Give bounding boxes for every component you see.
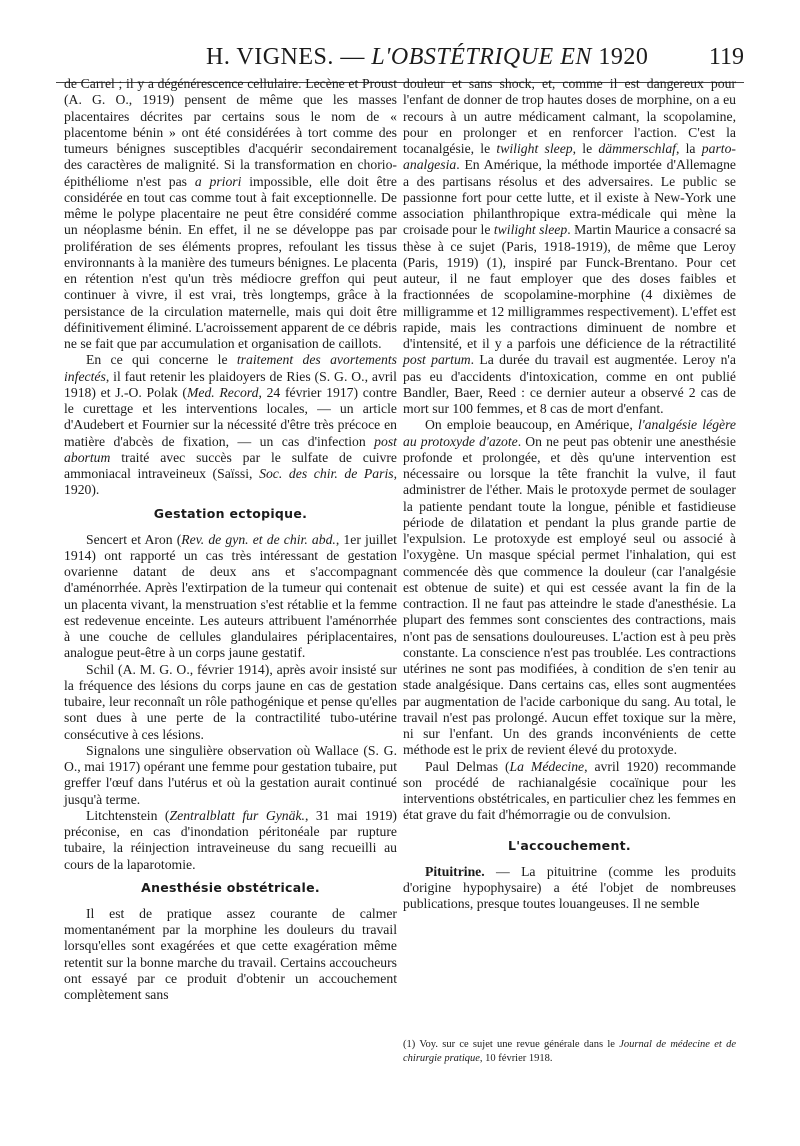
- paragraph: En ce qui concerne le traitement des avortements infectés, il faut retenir les plaidoyers de Ries (S. G. O., avril 1918) et J.-O. Polak (Med. Record, 24 février 1917) contre le curettage et les interventions locales, — un article d'Audebert et Fournier sur la nécessité d'être très précoce en matière d'abcès de fixation, — un cas d'infection post abortum traité avec succès par le sulfate de cuivre ammoniacal intraveineux (Saïssi, Soc. des chir. de Paris, 1920).: [64, 352, 397, 498]
- header-author: H. VIGNES. —: [206, 44, 365, 70]
- left-column: [64, 76, 397, 1003]
- paragraph: douleur et sans shock, et, comme il est dangereux pour l'enfant de donner de trop hautes doses de morphine, on a eu recours à un autre médicament calmant, la scopolamine, pour en prolonger et en renforcer l'action. C'est la tocanalgésie, le twilight sleep, le dämmerschlaf, la parto-analgesia. En Amérique, la méthode importée d'Allemagne a des partisans résolus et des adversaires. Le public se passionne fort pour cette lutte, et il existe à New-York une association philanthropique extra-médicale qui mène la croisade pour le twilight sleep. Martin Maurice a consacré sa thèse à ce sujet (Paris, 1918-1919), de même que Leroy (Paris, 1919) (1), inspiré par Funck-Brentano. Pour cet auteur, il ne faut employer que des doses faibles et fractionnées de scopolamine-morphine (4 dixièmes de milligramme et 12 milligrammes respectivement). L'effet est rapide, mais les contractions diminuent de nombre et d'intensité, et il y a parfois une déficience de la rétractilité post partum. La durée du travail est augmentée. Leroy n'a pas eu d'accidents d'intoxication, comme en ont publié Bandler, Baer, Reed : ce dernier auteur a observé 2 cas de mort sur 100 femmes, et 8 cas de mort d'enfant.: [403, 76, 736, 416]
- paragraph: Il est de pratique assez courante de calmer momentanément par la morphine les douleurs du travail lorsqu'elles sont exagérées et que cette exagération même retentit sur la bonne marche du travail. Certains accoucheurs ont essayé par ce produit d'obtenir un accouchement complètement sans: [64, 905, 397, 1002]
- header-journal-title: L'OBSTÉTRIQUE EN: [371, 44, 592, 70]
- paragraph: On emploie beaucoup, en Amérique, l'analgésie légère au protoxyde d'azote. On ne peut pas obtenir une anesthésie profonde et prolongée, et dès qu'une intervention est nécessaire ou lorsque la tête franchit la vulve, il faut administrer de l'éther. Mais le protoxyde permet de soulager la patiente pendant toute la longue, pénible et fastidieuse période de dilatation et pendant la plus grande partie de l'expulsion. Le protoxyde est employé seul ou associé à l'oxygène. Un masque spécial permet l'inhalation, qui est commencée dès que commence la douleur (car l'analgésie est obtenue de suite) et qui est cessée avant la fin de la contraction. Il ne faut pas atteindre le stade d'anesthésie. La plupart des femmes sont conscientes des contractions, mais n'ont pas de sensations douloureuses. L'action est à peu près constante. La conscience n'est pas troublée. Les contractions utérines ne sont pas modifiées, à condition de s'en tenir au stade analgésique. Dans certains cas, elles sont augmentées par augmentation de l'acide carbonique du sang. Au total, le travail n'est pas prolongé. Aucun effet toxique sur la mère, ni sur l'enfant. Un des grands inconvénients de cette méthode est le prix de revient élevé du protoxyde.: [403, 417, 737, 758]
- header-year: 1920: [598, 44, 649, 70]
- paragraph: Paul Delmas (La Médecine, avril 1920) recommande son procédé de rachianalgésie cocaïnique pour les interventions obstétricales, en particulier chez les femmes en état grave du fait d'hémorragie ou de convulsion.: [403, 758, 736, 823]
- section-heading-accouchement: L'accouchement.: [508, 837, 631, 853]
- paragraph: Pituitrine. — La pituitrine (comme les produits d'origine hypophysaire) a été l'objet de nombreuses publications, presque toutes louangeuses. Il ne semble: [403, 863, 736, 911]
- paragraph: Sencert et Aron (Rev. de gyn. et de chir. abd., 1er juillet 1914) ont rapporté un cas très intéressant de gestation ovarienne datant de deux ans et s'accompagnant d'aménorrhée. Après l'extirpation de la tumeur qui contenait un placenta vivant, la menstruation s'est rétablie et la femme est redevenue enceinte. Les auteurs attribuent l'aménorrhée à une couche de cellules glandulaires périplacentaires, analogue peut-être à un corps jaune gestatif.: [64, 531, 397, 661]
- footnote: (1) Voy. sur ce sujet une revue générale dans le Journal de médecine et de chirurgie pratique, 10 février 1918.: [403, 1039, 736, 1064]
- right-column: [403, 76, 736, 912]
- paragraph: de Carrel ; il y a dégénérescence cellulaire. Lecène et Proust (A. G. O., 1919) pensent de même que les masses placentaires décrites par certains sous le nom de « placentome bénin » ont été considérées à tort comme des tumeurs bénignes susceptibles d'acquérir secondairement des caractères de malignité. Si la transformation en chorio-épithéliome n'est pas a priori impossible, elle doit être considérée en tout cas comme tout à fait exceptionnelle. De même le polype placentaire ne peut être considéré comme un néoplasme bénin. En effet, il ne se développe pas par prolifération de ses éléments propres, refoulant les tissus environnants à la manière des tumeurs bénignes. Le placenta en rétention n'est qu'un très médiocre greffon qui peut continuer à vivre, il est vrai, très longtemps, grâce à la persistance de la circulation maternelle, mais qui doit être définitivement éliminé. L'acroissement apparent de ce débris ne se fait que par accumulation et organisation de caillots.: [64, 76, 397, 351]
- section-heading-anesthesie: Anesthésie obstétricale.: [141, 879, 320, 895]
- paragraph: Litchtenstein (Zentralblatt fur Gynäk., 31 mai 1919) préconise, en cas d'inondation péritonéale par rupture tubaire, la réinjection intraveineuse du sang recueilli au cours de la laparotomie.: [64, 807, 397, 872]
- paragraph: Signalons une singulière observation où Wallace (S. G. O., mai 1917) opérant une femme pour gestation tubaire, put greffer l'œuf dans l'utérus et où la gestation aurait continué jusqu'à terme.: [64, 742, 397, 807]
- section-heading-gestation-ectopique: Gestation ectopique.: [153, 505, 308, 521]
- header-title: [206, 44, 648, 71]
- paragraph: Schil (A. M. G. O., février 1914), après avoir insisté sur la fréquence des lésions du corps jaune en cas de gestation tubaire, leur reconnaît un rôle pathogénique et pense qu'elles sont dues à une perte de la contractilité tubo-utérine consécutive à ces lésions.: [64, 661, 397, 742]
- page-number: 119: [708, 44, 744, 70]
